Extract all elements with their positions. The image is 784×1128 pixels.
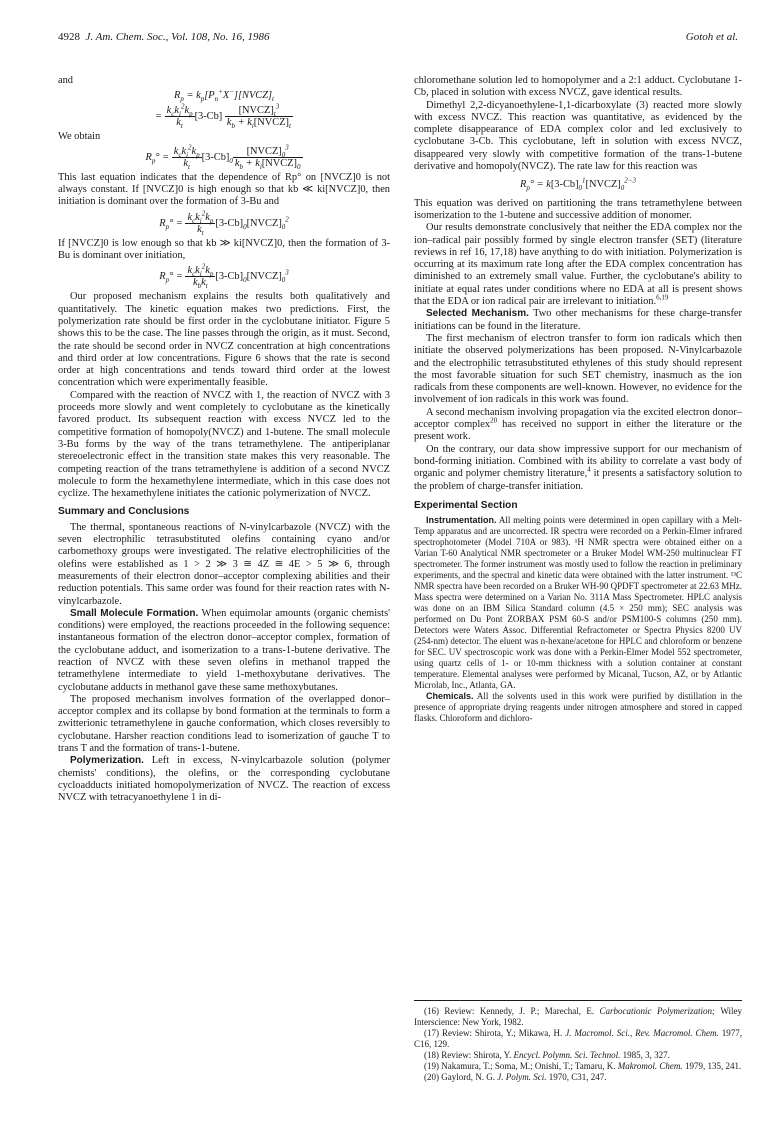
reference-tail: 1979, 135, 241. bbox=[684, 1061, 742, 1071]
page-header bbox=[58, 31, 738, 47]
para-instrumentation bbox=[414, 515, 742, 691]
para-compared: Compared with the reaction of NVCZ with 1, the reaction of NVCZ with 3 proceeds more slowly and went completely to cyclobutane as the kinetically favored product. Its subsequent reaction with excess NVCZ led to the competitive formation of homopoly(NVCZ) and 1-butene. The small molecule 3-Bu forms by the way of the trans tetramethylene. The antiperiplanar stereoelectronic effect in the transition state makes this very reasonable. The competing reaction of the trans tetramethylene is addition of a second NVCZ molecule to form the hexamethylene intermediate, which in this case does not cyclize. The hexamethylene initiates the cationic polymerization of NVCZ. bbox=[58, 389, 390, 500]
para-last-equation: This last equation indicates that the dependence of Rp° on [NVCZ]0 is not always constant. If [NVCZ]0 is high enough so that kb ≪ ki[NVCZ]0, then initiation is dominant over the formation of 3-Bu and bbox=[58, 171, 390, 208]
para-proposed: The proposed mechanism involves formation of the overlapped donor–acceptor complex and its collapse by bond formation at the terminals to form a zwitterionic tetramethylene in gauche conformation, which closes reversibly to cyclobutane. Harsher reaction conditions lead to isomerization of gauche T to trans T and the formation of trans-1-butene. bbox=[58, 693, 390, 755]
reference-source: J. Macromol. Sci., Rev. Macromol. Chem. bbox=[565, 1028, 722, 1038]
reference-item bbox=[414, 1061, 742, 1072]
heading-chemicals: Chemicals. bbox=[426, 691, 474, 702]
heading-small-molecule: Small Molecule Formation. bbox=[70, 607, 199, 619]
reference-source: Encycl. Polymn. Sci. Technol. bbox=[513, 1050, 623, 1060]
heading-experimental: Experimental Section bbox=[414, 499, 518, 511]
equation-rp-1: $R_p$ = $k_p[P_n^+X^-][NVCZ]_t$ = $\frac{k_ck_i^2k_p}{k_t}$ [3-Cb] $\frac{[NVCZ]_t^3}{k_b + k_i[NVCZ]_t}$ bbox=[155, 87, 291, 130]
para-second-mechanism bbox=[414, 407, 742, 444]
text-results: Our results demonstrate conclusively that neither the EDA complex nor the ion–radical pair possibly formed by single electron transfer (SET) (literature reviews in ref 16, 17,18) have anything to do with initiation. Polymerization is occurring at its maximum rate long after the EDA complex concentration has diminished to an extremely small value. Further, the cyclobutane's ability to initiate at equal rates under conditions where no EDA at all is present shows that the EDA or ion radical pair are irrelevant to initiation. bbox=[414, 222, 742, 308]
text-contrary-tail: it presents a satisfactory solution to the problem of charge-transfer initiation. bbox=[414, 468, 743, 492]
para-continued: chloromethane solution led to homopolymer and a 2:1 adduct. Cyclobutane 1-Cb, placed in solution with excess NVCZ, gave identical results. bbox=[414, 75, 742, 99]
para-contrary bbox=[414, 444, 742, 493]
equation-rate-law: $R_p^\circ$ = $k[3-Cb]_0^1[NVCZ]_0^{2-3}$ bbox=[519, 176, 636, 193]
text-second-mechanism-tail: has received no support in either the literature or the present work. bbox=[414, 419, 743, 443]
reference-text: Review: Kennedy, J. P.; Marechal, E. bbox=[444, 1006, 600, 1016]
reference-text: Nakamura, T.; Soma, M.; Onishi, T.; Tamaru, K. bbox=[441, 1061, 618, 1071]
reference-number: (16) bbox=[424, 1006, 445, 1016]
reference-source: J. Polym. Sci. bbox=[497, 1072, 549, 1082]
para-chemicals bbox=[414, 691, 742, 724]
para-if-low: If [NVCZ]0 is low enough so that kb ≫ ki[NVCZ]0, then the formation of 3-Bu is dominant over initiation, bbox=[58, 237, 390, 262]
reference-text: Gaylord, N. G. bbox=[441, 1072, 498, 1082]
page-number: 4928 bbox=[58, 31, 80, 43]
journal-volume: Vol. 108, No. 16, 1986 bbox=[171, 31, 270, 43]
reference-tail: Wiley Interscience: New York, 1982. bbox=[414, 1006, 743, 1027]
para-summary: The thermal, spontaneous reactions of N-vinylcarbazole (NVCZ) with the seven electrophilic tetrasubstituted olefins containing cyano and/or carbomethoxy groups were investigated. The relative electrophilicities of the olefins were established as 1 > 2 ≫ 3 ≅ 4Z ≅ 4E > 5 ≫ 6, through measurements of their electron donor–acceptor complexing abilities and their reduction potentials. This same order was found for their reaction rates with N-vinylcarbazole. bbox=[58, 521, 390, 607]
reference-number: (20) bbox=[424, 1072, 442, 1082]
header-authors: Gotoh et al. bbox=[685, 31, 738, 43]
reference-source: Makromol. Chem. bbox=[617, 1061, 685, 1071]
text-chemicals: All the solvents used in this work were purified by distillation in the presence of appropriate drying reagents under nitrogen atmosphere and stored in capped flasks. Chloroform and dichloro- bbox=[414, 691, 742, 724]
heading-polymerization: Polymerization. bbox=[70, 755, 144, 767]
equation-rp-4: $R_p^\circ$ = $\frac{k_ck_i^2k_p}{k_bk_t}$ $[3-Cb]_0[NVCZ]_0^3$ bbox=[159, 262, 289, 291]
para-results bbox=[414, 222, 742, 308]
sup-contrary: 4 bbox=[587, 465, 591, 474]
sup-results: 6,19 bbox=[656, 293, 669, 302]
reference-tail: 1985, 3, 327. bbox=[622, 1050, 670, 1060]
reference-item bbox=[414, 1006, 742, 1028]
reference-item bbox=[414, 1072, 742, 1083]
text-contrary: On the contrary, our data show impressive support for our mechanism of bond-forming initiation. Combined with its ability to correlate a vast body of organic and polymer chemistry literature, bbox=[414, 443, 742, 480]
text-and: and bbox=[58, 75, 74, 86]
heading-instrumentation: Instrumentation. bbox=[426, 515, 497, 526]
reference-number: (17) bbox=[424, 1028, 442, 1038]
equation-rp-3: $R_p^\circ$ = $\frac{k_ck_i^2k_p}{k_t}$ $[3-Cb]_0[NVCZ]_0^2$ bbox=[159, 209, 289, 237]
reference-tail: 1977, C16, 129. bbox=[414, 1028, 742, 1049]
heading-summary: Summary and Conclusions bbox=[58, 506, 190, 518]
reference-item bbox=[414, 1028, 742, 1050]
journal-name: J. Am. Chem. Soc., bbox=[85, 31, 169, 43]
reference-item bbox=[414, 1050, 742, 1061]
text-selected: Two other mechanisms for these charge-transfer initiations can be found in the literature. bbox=[414, 308, 742, 332]
left-column bbox=[58, 75, 390, 805]
heading-selected: Selected Mechanism. bbox=[426, 308, 529, 320]
reference-tail: 1970, C31, 247. bbox=[548, 1072, 607, 1082]
reference-text: Review: Shirota, Y. bbox=[441, 1050, 514, 1060]
reference-number: (18) bbox=[424, 1050, 442, 1060]
text-we-obtain: We obtain bbox=[58, 130, 101, 142]
equation-rp-2: $R_p^\circ$ = $\frac{k_ck_i^2k_p}{k_t}$ $[3-Cb]_0$ $\frac{[NVCZ]_0^3}{k_b + k_i[NVCZ]_0}$ bbox=[145, 143, 301, 171]
reference-list bbox=[414, 1006, 742, 1083]
reference-source: Carbocationic Polymerization; bbox=[599, 1006, 721, 1016]
para-first-mechanism: The first mechanism of electron transfer to form ion radicals which then initiate the observed polymerizations has been proposed. N-Vinylcarbazole and the electrophilic tetrasubstituted ethylenes of this study should represent the most favorable situation for such SET chemistry, inasmuch as the ion radicals from these components are well-known. However, no evidence for the involvement of ion radicals in this work was found. bbox=[414, 332, 742, 406]
references bbox=[414, 1000, 742, 1083]
para-derived: This equation was derived on partitioning the trans tetramethylene between isomerization to the 1-butene and successive addition of monomer. bbox=[414, 197, 742, 221]
text-polymerization: Left in excess, N-vinylcarbazole solution (polymer chemists' conditions), the olefins, or the corresponding cyclobutane cycloadducts initiated homopolymerization of NVCZ. The reaction of excess NVCZ with tetracyanoethylene 1 in di- bbox=[58, 755, 390, 804]
para-mechanism: Our proposed mechanism explains the results both qualitatively and quantitatively. The kinetic equation makes two predictions. First, the polymerization rate should be first order in the cyclobutane initiator. Figure 5 shows this to be the case. The line passes through the origin, as it must. Second, the rate should be second order in NVCZ concentration at high concentrations and third order at low concentrations. Figure 6 shows that the rate is second order at high concentrations and tends toward third order at the lowest concentration which were experimentally feasible. bbox=[58, 291, 390, 389]
para-dimethyl: Dimethyl 2,2-dicyanoethylene-1,1-dicarboxylate (3) reacted more slowly with excess NVCZ. This reaction was quantitative, as evidenced by the complete disappearance of EDA complex color and led exclusively to cyclobutane 3-Cb. This cyclobutane, left in solution with excess NVCZ, disappeared very slowly with competitive formation of the trans-1-butene derivative and homopoly(NVCZ). The rate law for this reaction was bbox=[414, 99, 742, 173]
sup-second-mechanism: 20 bbox=[490, 416, 498, 425]
text-small-molecule: When equimolar amounts (organic chemists' conditions) were employed, the reactions proceeded in the following sequence: instantaneous formation of the electron donor–acceptor complex, formation of the cyclobutane adduct, and isomerization to a trans-1-butene derivative. The reaction of NVCZ with these seven olefins in methanol trapped the tetramethylene intermediate to yield 1-methoxybutane derivatives. The cyclobutane adducts in methanol gave these same methoxybutanes. bbox=[58, 607, 390, 693]
text-instrumentation: All melting points were determined in open capillary with a Melt-Temp apparatus and are uncorrected. IR spectra were recorded on a Perkin-Elmer infrared spectrophotometer (Model 710A or 983). ¹H NMR spectra were obtained either on a Varian T-60 Analytical NMR spectrometer or a Bruker Model WM-250 multinuclear FT spectrometer. The former instrument was mostly used to follow the reaction in preliminary experiments, and the spectral and kinetic data were obtained with the latter instrument. ¹³C NMR spectra have been recorded on a Bruker WH-90 QPDFT spectrometer at 22.63 MHz. Mass spectra were determined on a Varian No. 311A Mass Spectrometer. HPLC analysis was done on an IBM Silica Standard column (4.5 × 250 mm); SEC analysis was performed on Du Pont ZORBAX PSM 60-S and/or PSM100-S columns (250 mm). Detectors were Waters Assoc. Differential Refractometer or Spectra Physics 8200 UV (254-nm) detector. The eluent was n-hexane/acetone for HPLC and chloroform or benzene for SEC. UV spectroscopic work was done with a Perkin-Elmer Model 552 spectrometer, using quartz cells of 1- or 10-mm thickness with a solution container at constant temperature. Elemental analyses were performed by Micanal, Tucson, AZ, or by Atlantic Microlab, Inc., Atlanta, GA. bbox=[414, 515, 742, 691]
reference-number: (19) bbox=[424, 1061, 442, 1071]
para-selected bbox=[414, 308, 742, 333]
references-rule bbox=[414, 1000, 742, 1001]
reference-text: Review: Shirota, Y.; Mikawa, H. bbox=[441, 1028, 566, 1038]
para-small-molecule bbox=[58, 608, 390, 694]
header-left bbox=[58, 31, 270, 43]
right-column bbox=[414, 75, 742, 724]
text-second-mechanism: A second mechanism involving propagation via the excited electron donor–acceptor complex bbox=[414, 406, 742, 431]
para-polymerization bbox=[58, 755, 390, 804]
